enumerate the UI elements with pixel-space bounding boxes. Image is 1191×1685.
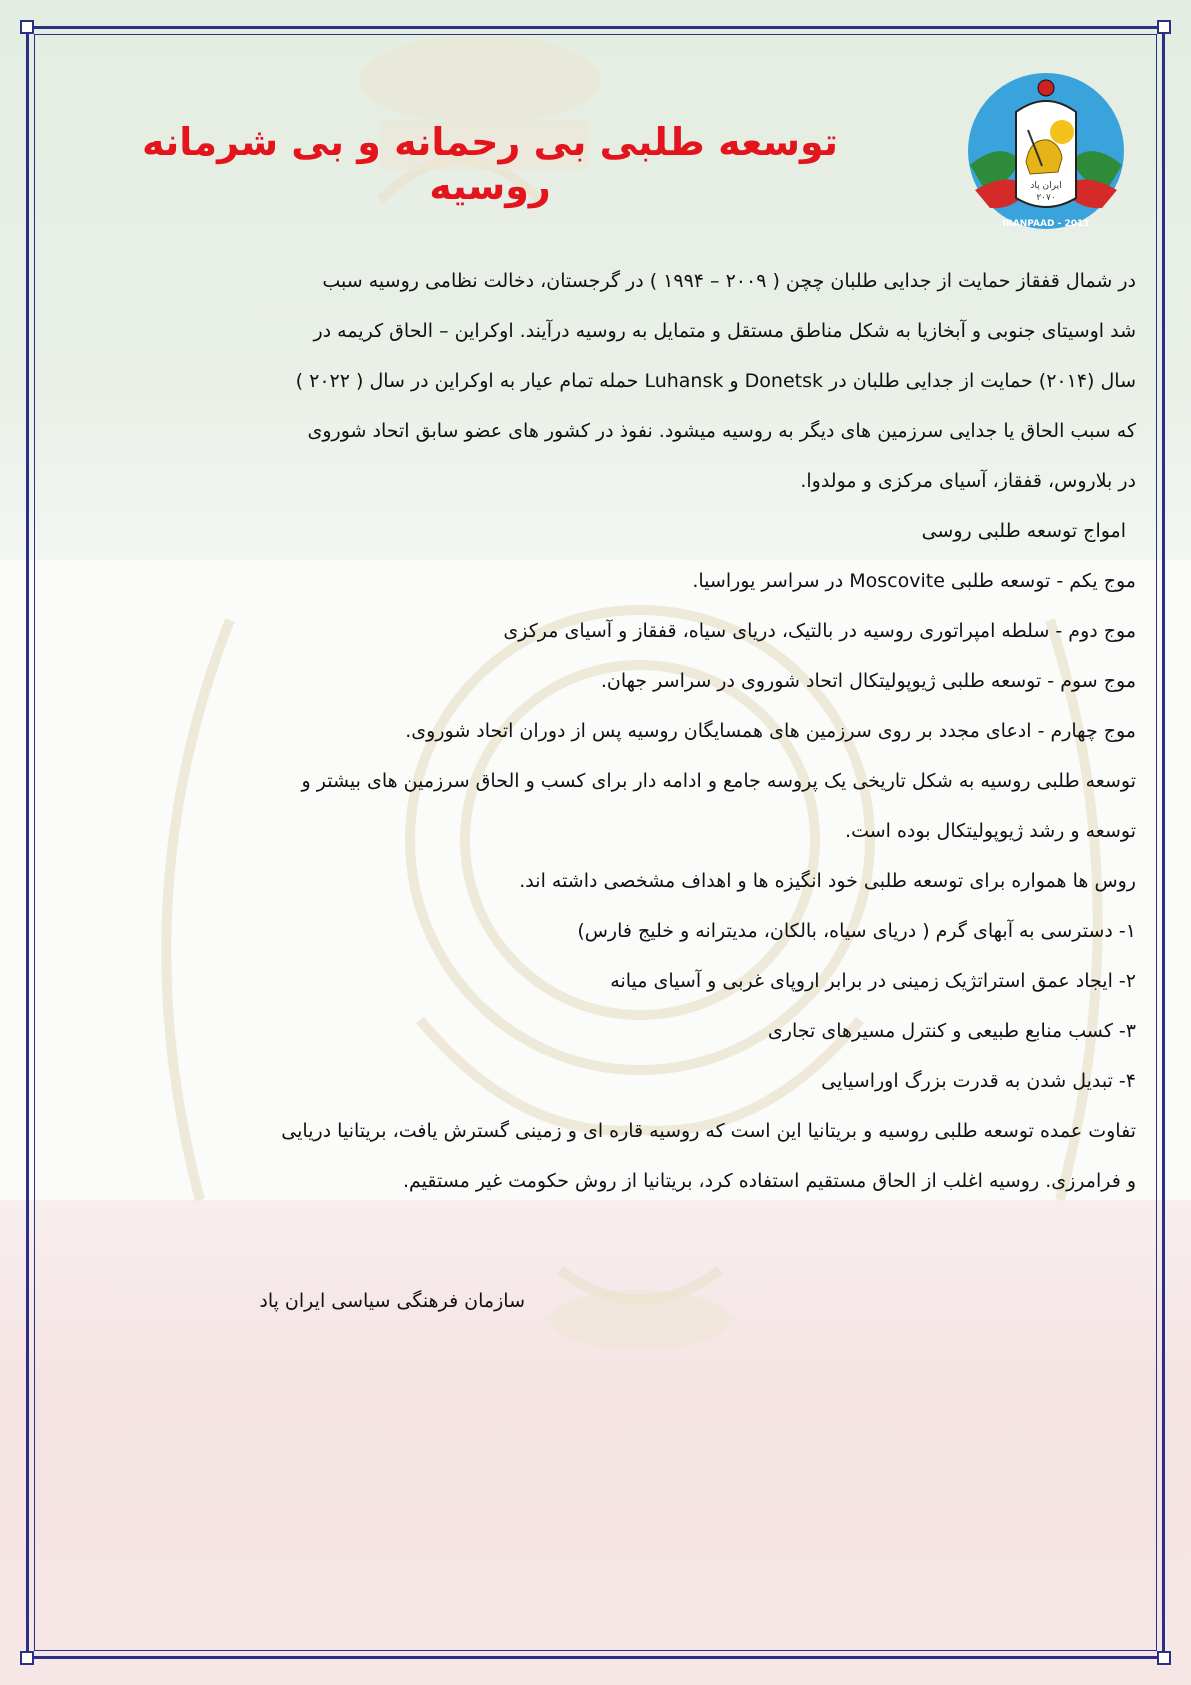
goals-intro: روس ها همواره برای توسعه طلبی خود انگیزه ها و اهداف مشخصی داشته اند. <box>519 870 1136 892</box>
emblem-inner-text: ایران پاد <box>1030 181 1062 191</box>
emblem-ribbon-text: IRANPAAD - 2011 <box>1002 219 1090 229</box>
summary-line: توسعه و رشد ژیوپولیتکال بوده است. <box>845 820 1136 842</box>
waves-heading: امواج توسعه طلبی روسی <box>921 520 1126 542</box>
signature: سازمان فرهنگی سیاسی ایران پاد <box>259 1290 525 1312</box>
intro-line: سال (۲۰۱۴) حمایت از جدایی طلبان در Donetsk و Luhansk حمله تمام عیار به اوکراین در سال ( ۲۰۲۲ ) <box>295 370 1136 392</box>
wave-item: موج دوم - سلطه امپراتوری روسیه در بالتیک، دریای سیاه، قفقاز و آسیای مرکزی <box>503 620 1136 642</box>
frame-corner <box>1157 1651 1171 1665</box>
wave-item: موج چهارم - ادعای مجدد بر روی سرزمین های همسایگان روسیه پس از دوران اتحاد شوروی. <box>405 720 1136 742</box>
wave-item: موج سوم - توسعه طلبی ژیوپولیتکال اتحاد شوروی در سراسر جهان. <box>600 670 1136 692</box>
frame-corner <box>1157 20 1171 34</box>
document-body <box>56 256 1136 1206</box>
intro-line: در بلاروس، قفقاز، آسیای مرکزی و مولدوا. <box>800 470 1136 492</box>
goal-item: ۲- ایجاد عمق استراتژیک زمینی در برابر اروپای غربی و آسیای میانه <box>610 970 1136 992</box>
comparison-line: و فرامرزی. روسیه اغلب از الحاق مستقیم استفاده کرد، بریتانیا از روش حکومت غیر مستقیم. <box>402 1170 1136 1192</box>
summary-line: توسعه طلبی روسیه به شکل تاریخی یک پروسه جامع و ادامه دار برای کسب و الحاق سرزمین های بیشتر و <box>301 770 1136 792</box>
frame-corner <box>20 20 34 34</box>
wave-item: موج یکم - توسعه طلبی Moscovite در سراسر یوراسیا. <box>692 570 1136 592</box>
comparison-line: تفاوت عمده توسعه طلبی روسیه و بریتانیا این است که روسیه قاره ای و زمینی گسترش یافت، بریتانیا دریایی <box>281 1120 1136 1142</box>
iranpaad-emblem-logo <box>950 70 1142 232</box>
goal-item: ۳- کسب منابع طبیعی و کنترل مسیرهای تجاری <box>767 1020 1136 1042</box>
intro-line: در شمال قفقاز حمایت از جدایی طلبان چچن ( ۲۰۰۹ – ۱۹۹۴ ) در گرجستان، دخالت نظامی روسیه سبب <box>322 270 1136 292</box>
goal-item: ۱- دسترسی به آبهای گرم ( دریای سیاه، بالکان، مدیترانه و خلیج فارس) <box>577 920 1136 942</box>
intro-line: که سبب الحاق یا جدایی سرزمین های دیگر به روسیه میشود. نفوذ در کشور های عضو سابق اتحاد شوروی <box>307 420 1136 442</box>
intro-line: شد اوسیتای جنوبی و آبخازیا به شکل مناطق مستقل و متمایل به روسیه درآیند. اوکراین – الحاق کریمه در <box>313 320 1136 342</box>
goal-item: ۴- تبدیل شدن به قدرت بزرگ اوراسیایی <box>821 1070 1136 1092</box>
frame-corner <box>20 1651 34 1665</box>
emblem-inner-year: ۲۰۷۰ <box>1036 193 1056 203</box>
page-title: توسعه طلبی بی رحمانه و بی شرمانه روسیه <box>141 120 839 208</box>
